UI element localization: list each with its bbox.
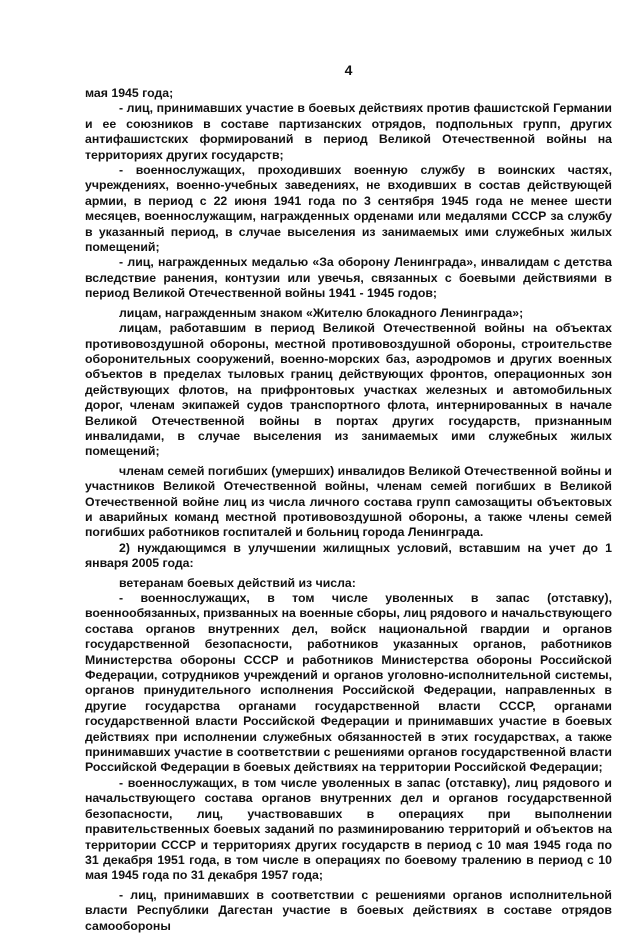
paragraph: - лиц, принимавших в соответствии с решениями органов исполнительной власти Республики Дагестан участие в боевых действиях в составе отрядов самообороны [85,887,612,933]
document-body [85,86,612,934]
paragraph: лицам, награжденным знаком «Жителю блокадного Ленинграда»; [119,305,524,320]
paragraph: 2) нуждающимся в улучшении жилищных условий, вставшим на учет до 1 января 2005 года: [85,540,612,571]
paragraph: ветеранам боевых действий из числа: [119,575,356,590]
paragraph: лицам, работавшим в период Великой Отечественной войны на объектах противовоздушной обороны, местной противовоздушной обороны, строительстве оборонительных сооружений, военно-морских баз, аэродромов и других военных объектов в пределах тыловых границ действующих фронтов, операционных зон действующих флотов, на прифронтовых участках железных и автомобильных дорог, членам экипажей судов транспортного флота, интернированных в начале Великой Отечественной войны в портах других государств, признанным инвалидами, в случае выселения из занимаемых ими служебных жилых помещений; [85,321,612,459]
paragraph: - лиц, принимавших участие в боевых действиях против фашистской Германии и ее союзников в составе партизанских отрядов, подпольных групп, других антифашистских формирований в период Великой Отечественной войны на территориях других государств; [85,101,612,162]
paragraph: - военнослужащих, в том числе уволенных в запас (отставку), военнообязанных, призванных на военные сборы, лиц рядового и начальствующего состава органов внутренних дел, войск национальной гвардии и органов государственной безопасности, работников указанных органов, работников Министерства обороны СССР и работников Министерства обороны Российской Федерации, сотрудников учреждений и органов уголовно-исполнительной системы, органов принудительного исполнения Российской Федерации, направленных в другие государства органами государственной власти СССР, органами государственной власти Российской Федерации и принимавших участие в боевых действиях при исполнении служебных обязанностей в этих государствах, а также принимавших участие в соответствии с решениями органов государственной власти Российской Федерации в боевых действиях на территории Российской Федерации; [85,591,612,775]
paragraph: - лиц, награжденных медалью «За оборону Ленинграда», инвалидам с детства вследствие ранения, контузии или увечья, связанных с боевыми действиями в период Великой Отечественной войны 1941 - 1945 годов; [85,255,612,301]
paragraph: мая 1945 года; [85,86,174,100]
paragraph: - военнослужащих, в том числе уволенных в запас (отставку), лиц рядового и начальствующего состава органов внутренних дел и органов государственной безопасности, лиц, участвовавших в операциях при выполнении правительственных боевых заданий по разминированию территорий и объектов на территории СССР и территориях других государств в период с 10 мая 1945 года по 31 декабря 1951 года, в том числе в операциях по боевому тралению в период с 10 мая 1945 года по 31 декабря 1957 года; [85,775,612,883]
paragraph: - военнослужащих, проходивших военную службу в воинских частях, учреждениях, военно-учебных заведениях, не входивших в состав действующей армии, в период с 22 июня 1941 года по 3 сентября 1945 года не менее шести месяцев, военнослужащим, награжденных орденами или медалями СССР за службу в указанный период, в случае выселения из занимаемых ими служебных жилых помещений; [85,163,612,255]
page-number: 4 [344,62,353,78]
paragraph: членам семей погибших (умерших) инвалидов Великой Отечественной войны и участников Великой Отечественной войны, членам семей погибших в Великой Отечественной войне лиц из числа личного состава групп самозащиты объектовых и аварийных команд местной противовоздушной обороны, а также члены семей погибших работников госпиталей и больниц города Ленинграда. [85,463,612,540]
